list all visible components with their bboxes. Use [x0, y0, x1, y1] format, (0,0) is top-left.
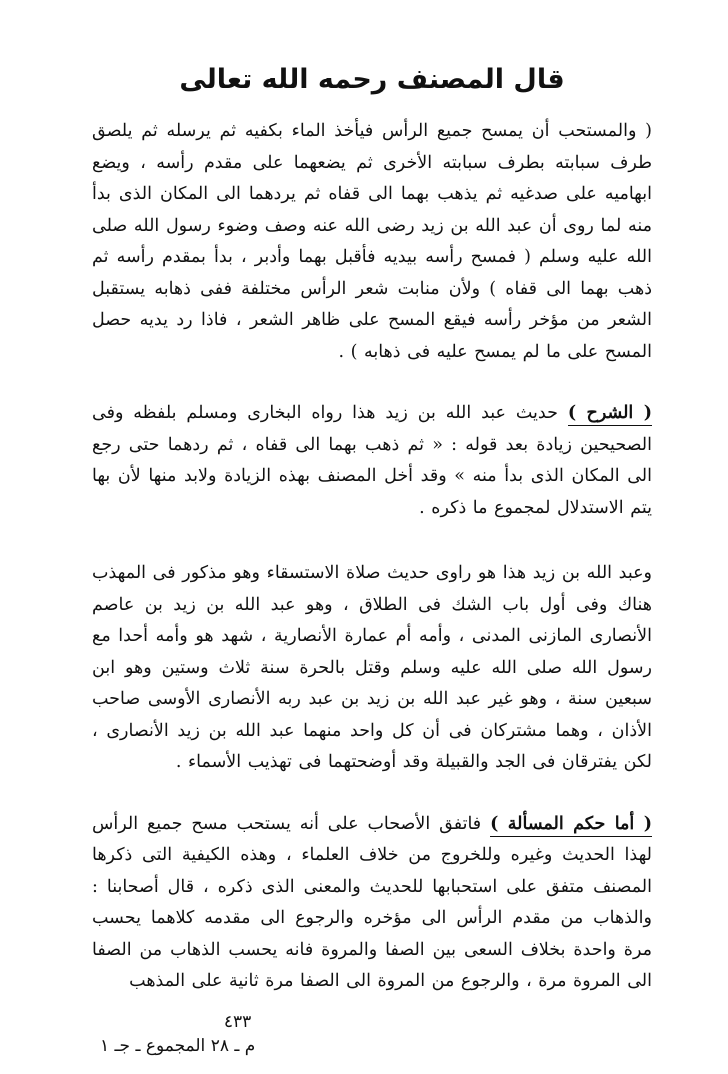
sharh-heading: ( الشرح )	[568, 403, 652, 426]
biography-paragraph: وعبد الله بن زيد هذا هو راوى حديث صلاة الاستسقاء وهو مذكور فى المهذب هناك وفى أول باب الشك فى الطلاق ، وهو عبد الله بن زيد بن عاصم الأنصارى المازنى المدنى ، وأمه أم عمارة الأنصارية ، شهد هو وأمه أحدا مع رسول الله صلى الله عليه وسلم وقتل بالحرة سنة ثلاث وستين وهو ابن سبعين سنة ، وهو غير عبد الله بن زيد بن عبد ربه الأنصارى الأوسى صاحب الأذان ، وهما مشتركان فى أن كل واحد منهما عبد الله بن زيد الأنصارى ، لكن يفترقان فى الجد والقبيلة وقد أوضحتهما فى تهذيب الأسماء .	[92, 563, 652, 772]
sharh-paragraph	[92, 398, 652, 524]
printer-signature: م ـ ٢٨ المجموع ـ جـ ١	[100, 1036, 256, 1056]
page-title: قال المصنف رحمه الله تعالى	[179, 64, 565, 95]
spacer	[92, 779, 652, 809]
spacer	[92, 524, 652, 558]
ruling-text: فاتفق الأصحاب على أنه يستحب مسح جميع الرأس لهذا الحديث وغيره وللخروج من خلاف العلماء ، وهذه الكيفية التى ذكرها المصنف متفق على استحبابها للحديث والمعنى الذى ذكره ، قال أصحابنا : والذهاب من مقدم الرأس الى مؤخره والرجوع الى مقدمه كلاهما يحسب مرة واحدة بخلاف السعى بين الصفا والمروة فانه يحسب الذهاب من الصفا الى المروة مرة ، والرجوع من المروة الى الصفا مرة ثانية على المذهب	[92, 813, 652, 991]
ruling-paragraph	[92, 809, 652, 998]
page-number: ٤٣٣	[223, 1012, 252, 1032]
matn-paragraph: ( والمستحب أن يمسح جميع الرأس فيأخذ الماء بكفيه ثم يرسله ثم يلصق طرف سبابته بطرف سبابته الأخرى ثم يضعهما على مقدم رأسه ، ويضع ابهاميه على صدغيه ثم يذهب بهما الى قفاه ثم يردهما الى المكان الذى بدأ منه لما روى أن عبد الله بن زيد رضى الله عنه وصف وضوء رسول الله صلى الله عليه وسلم ( فمسح رأسه بيديه فأقبل بهما وأدبر ، بدأ بمقدم رأسه ثم ذهب بهما الى قفاه ) ولأن منابت شعر الرأس مختلفة ففى ذهابه يستقبل الشعر من مؤخر رأسه فيقع المسح على ظاهر الشعر ، فاذا رد يديه حصل المسح على ما لم يمسح عليه فى ذهابه ) .	[92, 121, 652, 362]
ruling-heading: ( أما حكم المسألة )	[490, 814, 652, 837]
spacer	[92, 368, 652, 398]
sharh-text: حديث عبد الله بن زيد هذا رواه البخارى ومسلم بلفظه وفى الصحيحين زيادة بعد قوله : « ثم ذهب بهما الى قفاه ، ثم ردهما حتى رجع الى المكان الذى بدأ منه » وقد أخل المصنف بهذه الزيادة ولابد منها لأن بها يتم الاستدلال لمجموع ما ذكره .	[92, 403, 652, 518]
page-footer	[100, 1010, 255, 1058]
